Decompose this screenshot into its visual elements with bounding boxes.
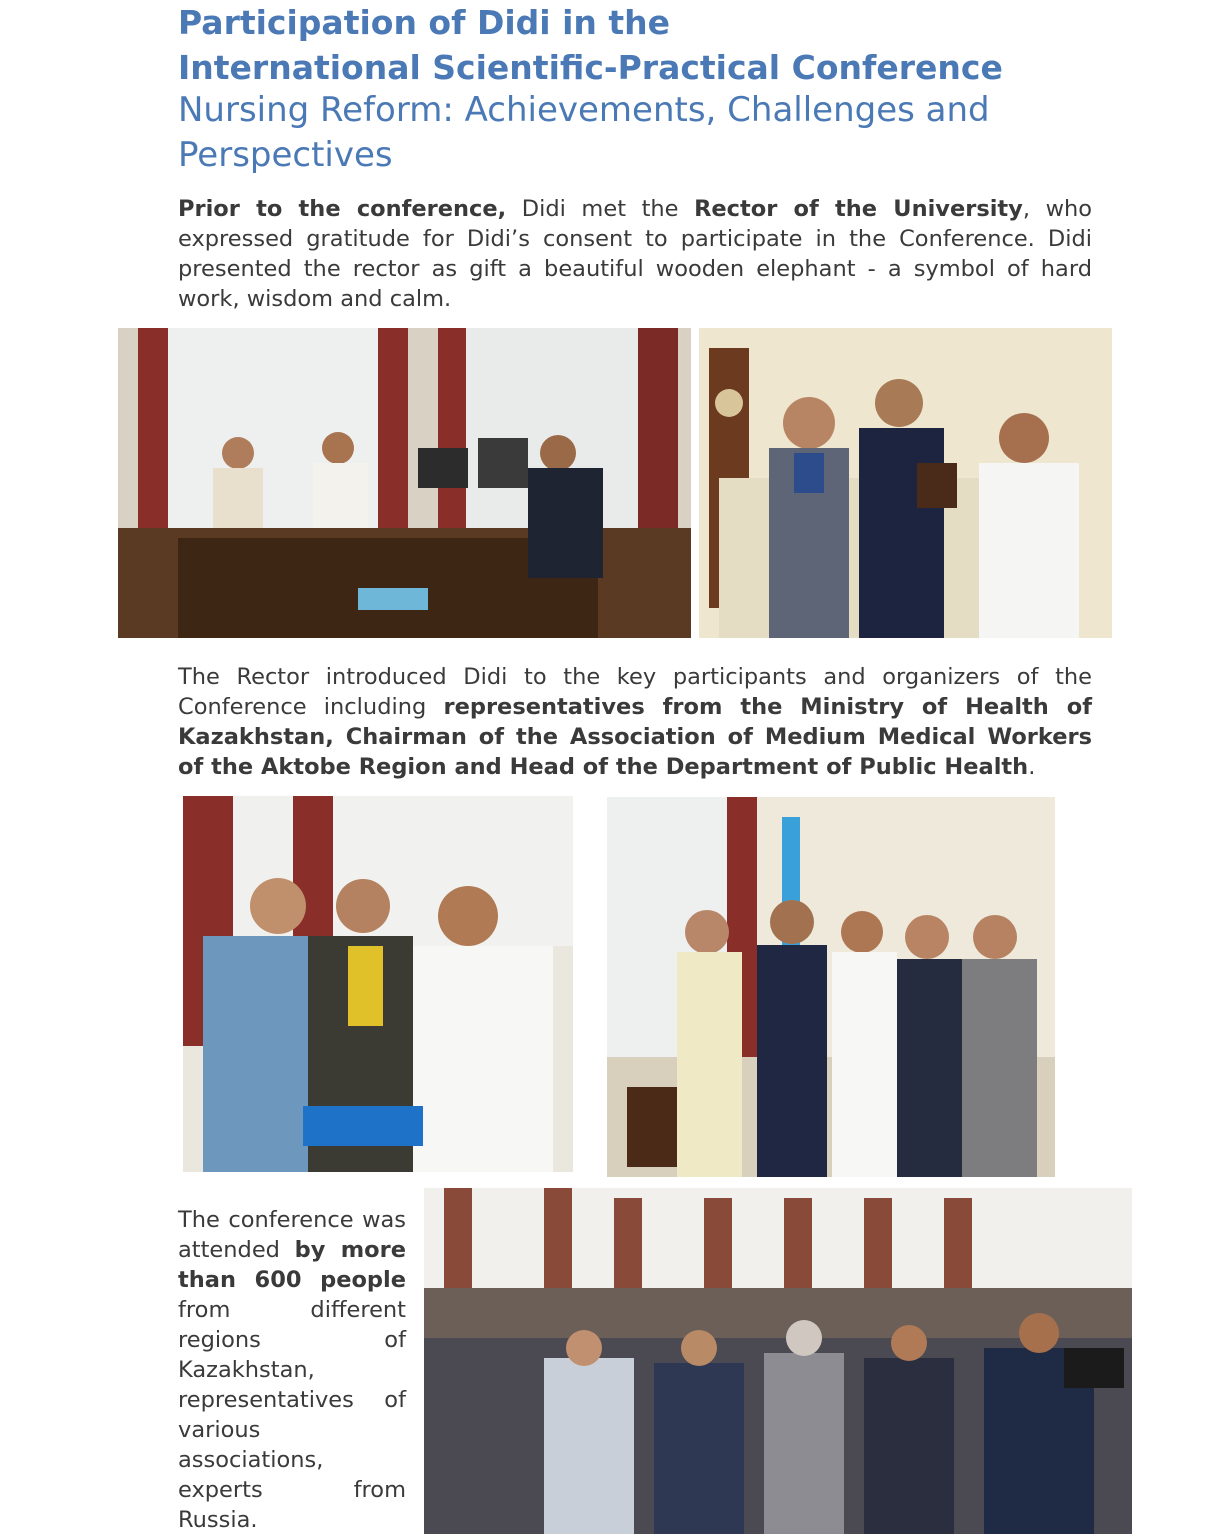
title-line-2: International Scientific-Practical Conference (178, 48, 1003, 87)
text-segment: . (1028, 754, 1036, 780)
page-title (178, 0, 1178, 90)
rector-bold: Rector of the University (694, 196, 1023, 222)
text-segment: The Rector introduced Didi to the key participants and organizers of the Conference including (178, 664, 1092, 720)
photo-office-meeting (118, 328, 691, 638)
photo-three-women (183, 796, 573, 1172)
subtitle-line-1: Nursing Reform: Achievements, Challenges and (178, 90, 990, 130)
photo-group-five (607, 797, 1055, 1177)
paragraph-attendance (178, 1205, 406, 1535)
page-subtitle (178, 88, 1158, 178)
text-segment: from different regions of Kazakhstan, representatives of various associations, experts from Russia. (178, 1297, 406, 1533)
photo-elephant-gift (699, 328, 1112, 638)
attendance-bold: by more than 600 people (178, 1237, 406, 1293)
paragraph-meeting-rector (178, 194, 1092, 314)
title-line-1: Participation of Didi in the (178, 3, 671, 42)
text-segment: Didi met the (506, 196, 695, 222)
participants-bold: representatives from the Ministry of Health of Kazakhstan, Chairman of the Association of Medium Medical Workers of the Aktobe Region and Head of the Department of Public Health (178, 694, 1092, 780)
lead-bold: Prior to the conference, (178, 196, 507, 222)
paragraph-key-participants (178, 662, 1092, 782)
subtitle-line-2: Perspectives (178, 135, 393, 175)
text-segment: , who expressed gratitude for Didi’s consent to participate in the Conference. Didi presented the rector as gift a beautiful wooden elephant - a symbol of hard work, wisdom and calm. (178, 196, 1092, 312)
text-segment: The conference was attended (178, 1207, 406, 1263)
photo-conference-audience (424, 1188, 1132, 1534)
